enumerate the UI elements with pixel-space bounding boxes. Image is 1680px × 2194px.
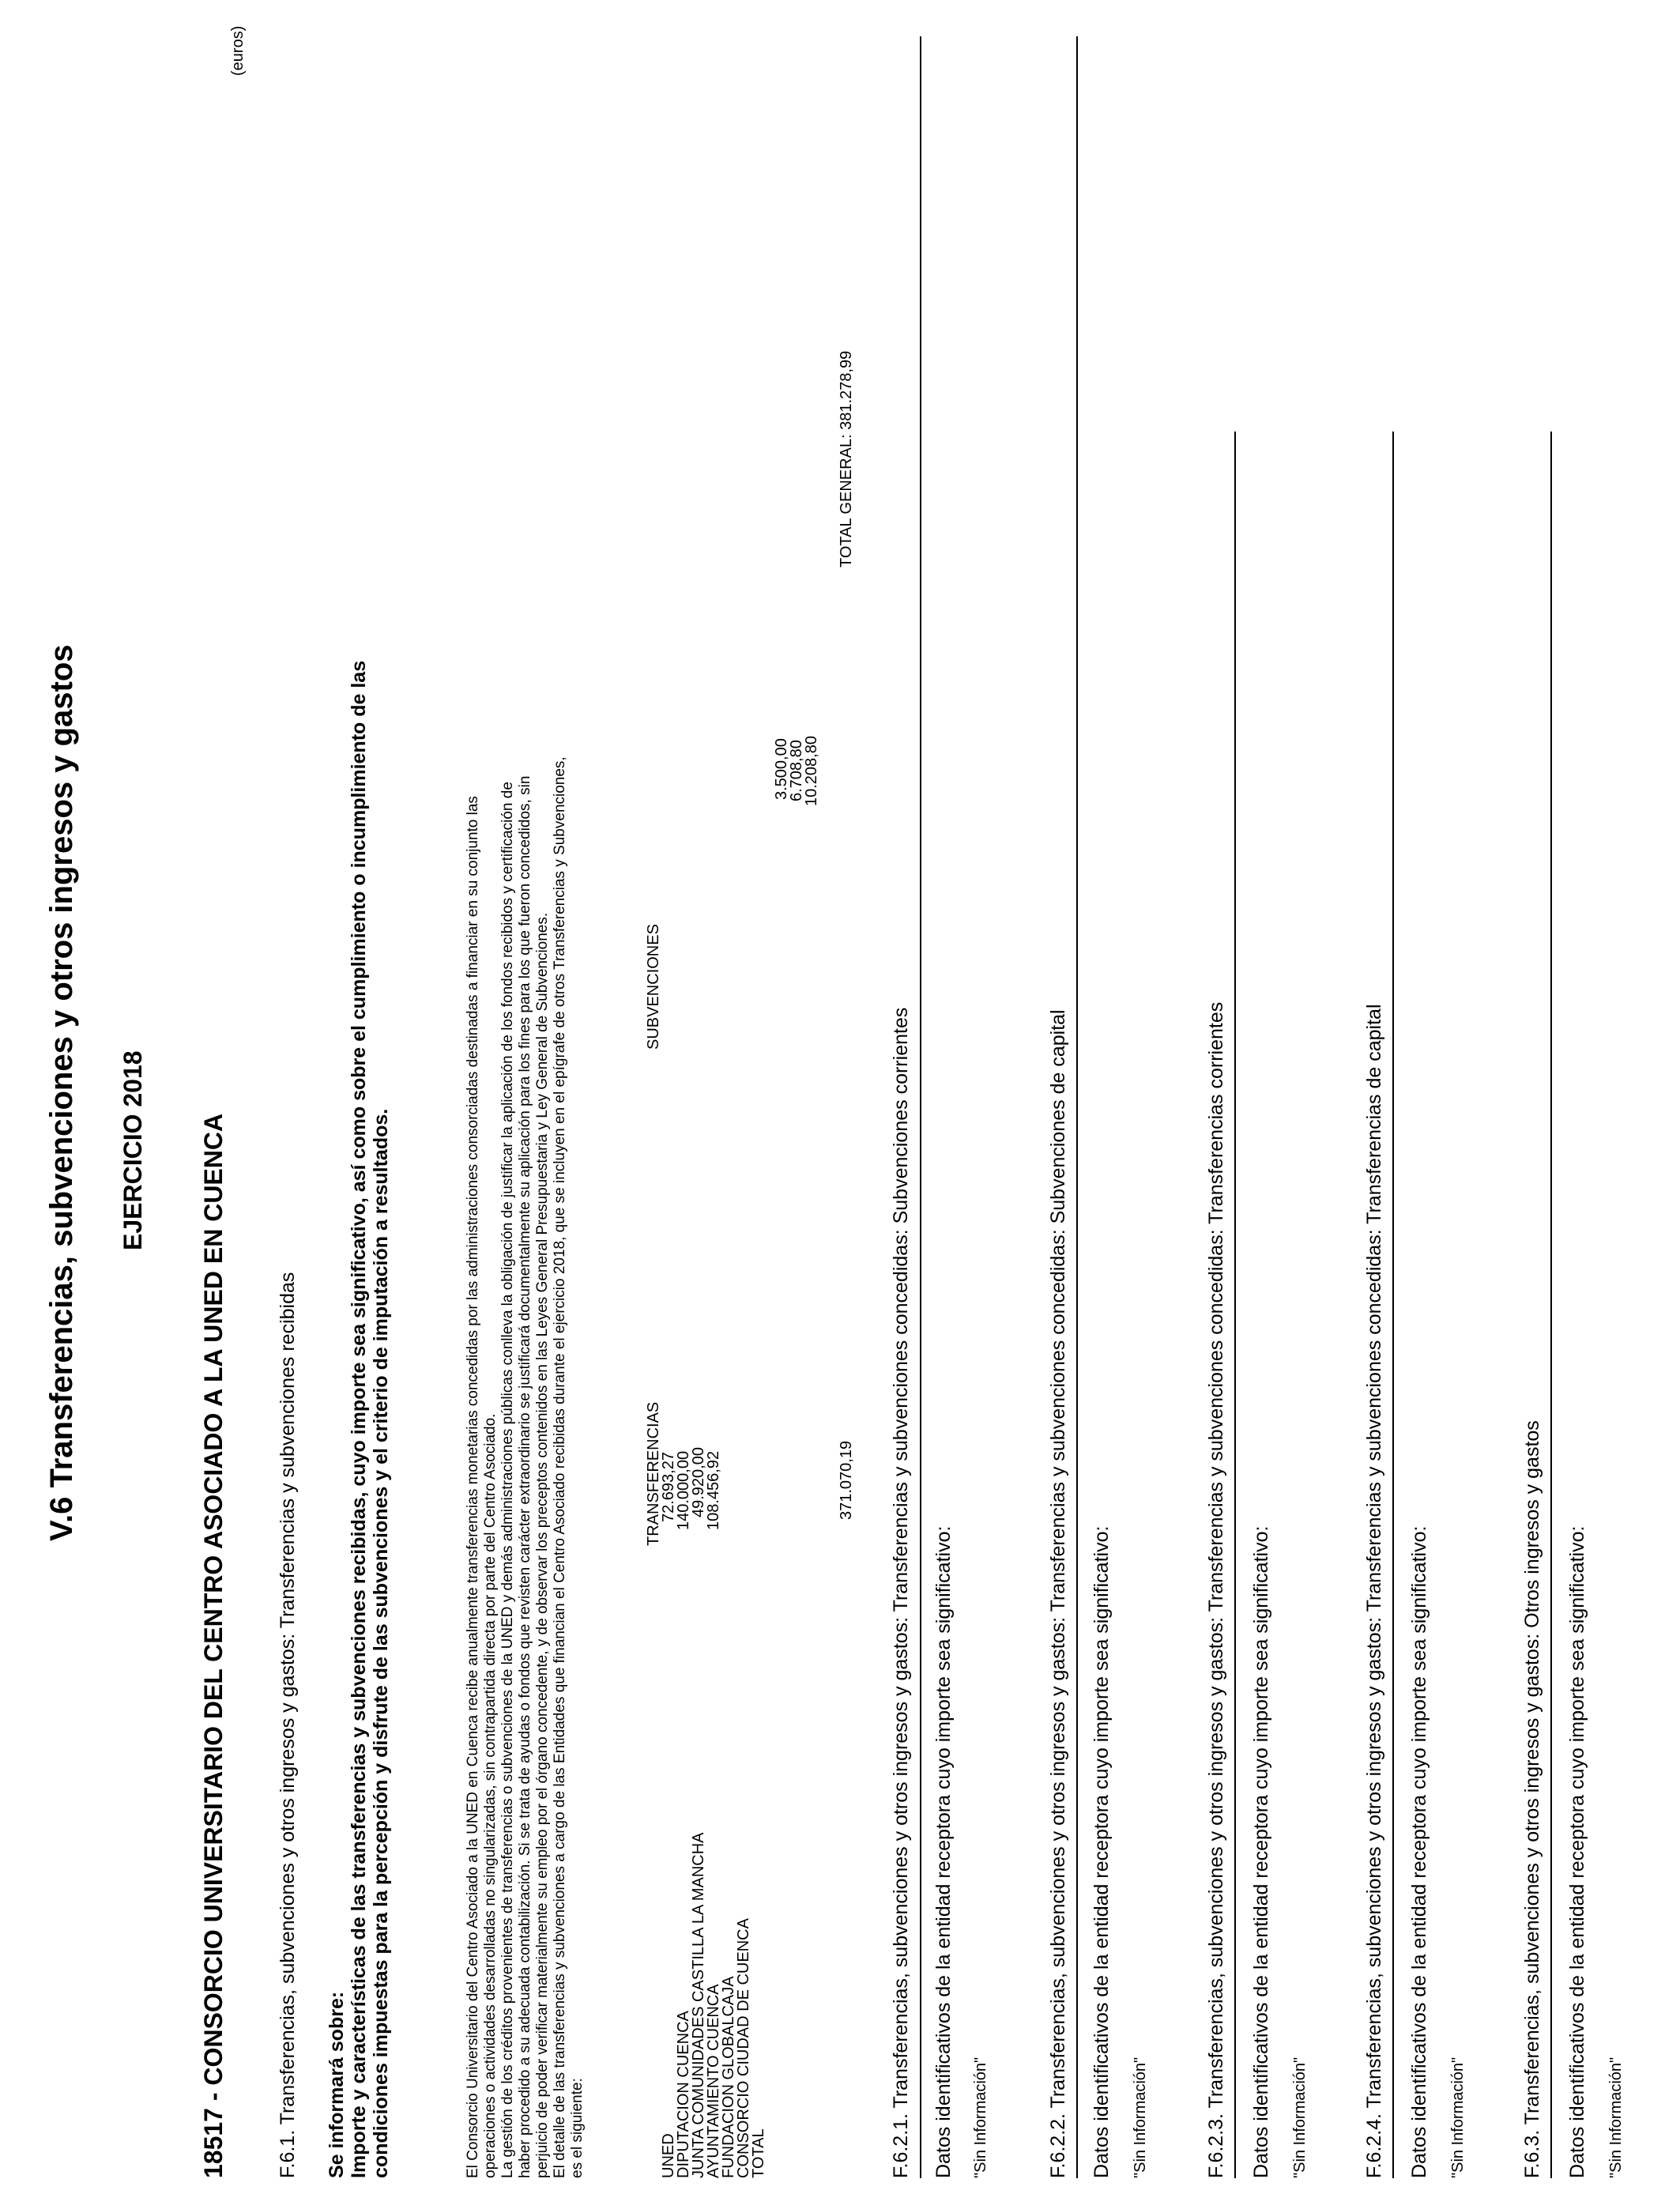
table-row-subvenciones: 6.708,80 (788, 740, 805, 801)
divider (1550, 432, 1552, 2178)
paragraph-line: El Consorcio Universitario del Centro Asociado a la UNED en Cuenca recibe anualmente transferencias monetarias concedidas por las administraciones consorciadas destinadas a financiar en su conjunto las (465, 796, 481, 2178)
section-heading-f623: F.6.2.3. Transferencias, subvenciones y otros ingresos y gastos: Transferencias y subvenciones concedidas: Transferencias corrientes (1205, 1001, 1227, 2178)
sin-informacion: "Sin Información" (1449, 2056, 1467, 2178)
table-row-entity: FUNDACION GLOBALCAJA (720, 1976, 737, 2178)
section-label: Datos identificativos de la entidad receptora cuyo importe sea significativo: (1408, 1525, 1430, 2178)
sin-informacion: "Sin Información" (972, 2056, 989, 2178)
section-heading-f622: F.6.2.2. Transferencias, subvenciones y otros ingresos y gastos: Transferencias y subvenciones concedidas: Subvenciones de capital (1047, 1009, 1069, 2178)
section-label: Datos identificativos de la entidad receptora cuyo importe sea significativo: (1090, 1525, 1113, 2178)
table-row-subvenciones: 3.500,00 (773, 738, 790, 800)
paragraph-line: haber procedido a su adecuada contabilización. Si se trata de ayudas o fondos que revisten carácter extraordinario se justificará documentalmente su aplicación para los fines para los que fueron concedidos, sin (517, 775, 533, 2178)
section-heading-f63: F.6.3. Transferencias, subvenciones y otros ingresos y gastos: Otros ingresos y gastos (1521, 1420, 1543, 2178)
table-total-subvenciones: 10.208,80 (803, 736, 820, 806)
col-header-subvenciones: SUBVENCIONES (645, 924, 662, 1050)
section-heading-f624: F.6.2.4. Transferencias, subvenciones y otros ingresos y gastos: Transferencias y subvenciones concedidas: Transferencias de capital (1363, 1004, 1385, 2178)
paragraph-line: perjuicio de poder verificar materialmente su empleo por el órgano concedente, y de observar los preceptos contenidos en las Leyes General Presupuestaria y Ley General de Subvenciones. (534, 912, 551, 2178)
sin-informacion: "Sin Información" (1291, 2056, 1309, 2178)
f61-heading: F.6.1. Transferencias, subvenciones y otros ingresos y gastos: Transferencias y subvenciones recibidas (277, 1272, 299, 2178)
section-heading-f621: F.6.2.1. Transferencias, subvenciones y otros ingresos y gastos: Transferencias y subvenciones concedidas: Subvenciones corrientes (890, 1007, 912, 2178)
table-row-entity: JUNTA COMUNIDADES CASTILLA LA MANCHA (690, 1832, 707, 2178)
col-header-transferencias: TRANSFERENCIAS (645, 1401, 662, 1546)
table-row-entity: CONSORCIO CIUDAD DE CUENCA (735, 1918, 752, 2178)
paragraph-line: es el siguiente: (569, 2078, 586, 2178)
f61-informara: Se informará sobre: (326, 1991, 348, 2178)
entity-name: 18517 - CONSORCIO UNIVERSITARIO DEL CENTRO ASOCIADO A LA UNED EN CUENCA (199, 1113, 228, 2178)
paragraph-line: La gestión de los créditos provenientes de transferencias o subvenciones de la UNED y demás administraciones públicas conlleva la obligación de justificar la aplicación de los fondos recibidos y certificación de (499, 782, 516, 2178)
divider (1234, 432, 1236, 2178)
table-total-label: TOTAL (750, 2128, 767, 2178)
table-row-entity: DIPUTACION CUENCA (675, 2011, 692, 2178)
table-row-transferencias: 49.920,00 (690, 1447, 707, 1517)
f61-bold-line-1: Importe y características de las transferencias y subvenciones recibidas, cuyo importe sea significativo, así como sobre el cumplimiento o incumplimiento de las (348, 660, 370, 2178)
sin-informacion: "Sin Información" (1607, 2056, 1625, 2178)
section-label: Datos identificativos de la entidad receptora cuyo importe sea significativo: (932, 1525, 955, 2178)
section-label: Datos identificativos de la entidad receptora cuyo importe sea significativo: (1250, 1525, 1272, 2178)
paragraph-line: operaciones o actividades desarrolladas no singularizadas, sin contrapartida directa por parte del Centro Asociado. (482, 1413, 499, 2178)
table-row-entity: AYUNTAMIENTO CUENCA (705, 1984, 722, 2178)
table-row-transferencias: 72.693,27 (660, 1452, 677, 1522)
table-row-transferencias: 140.000,00 (675, 1450, 692, 1530)
units-label: (euros) (229, 25, 247, 76)
divider (920, 36, 921, 2178)
ejercicio-label: EJERCICIO 2018 (119, 1050, 147, 1250)
table-total-general: TOTAL GENERAL: 381.278,99 (838, 350, 855, 567)
paragraph-line: El detalle de las transferencias y subvenciones a cargo de las Entidades que financian el Centro Asociado recibidas durante el ejercicio 2018, que se incluyen en el epígrafe de otros Transferencias y Subvenciones, (552, 756, 568, 2178)
divider (1076, 36, 1078, 2178)
sin-informacion: "Sin Información" (1132, 2056, 1149, 2178)
page-title: V.6 Transferencias, subvenciones y otros ingresos y gastos (44, 644, 79, 1541)
section-label: Datos identificativos de la entidad receptora cuyo importe sea significativo: (1566, 1525, 1588, 2178)
table-total-transferencias: 371.070,19 (838, 1440, 855, 1520)
table-row-entity: UNED (660, 2133, 677, 2178)
table-row-transferencias: 108.456,92 (705, 1450, 722, 1530)
divider (1392, 432, 1394, 2178)
f61-bold-line-2: condiciones impuestas para la percepción y disfrute de las subvenciones y el criterio de imputación a resultados. (370, 1108, 392, 2178)
